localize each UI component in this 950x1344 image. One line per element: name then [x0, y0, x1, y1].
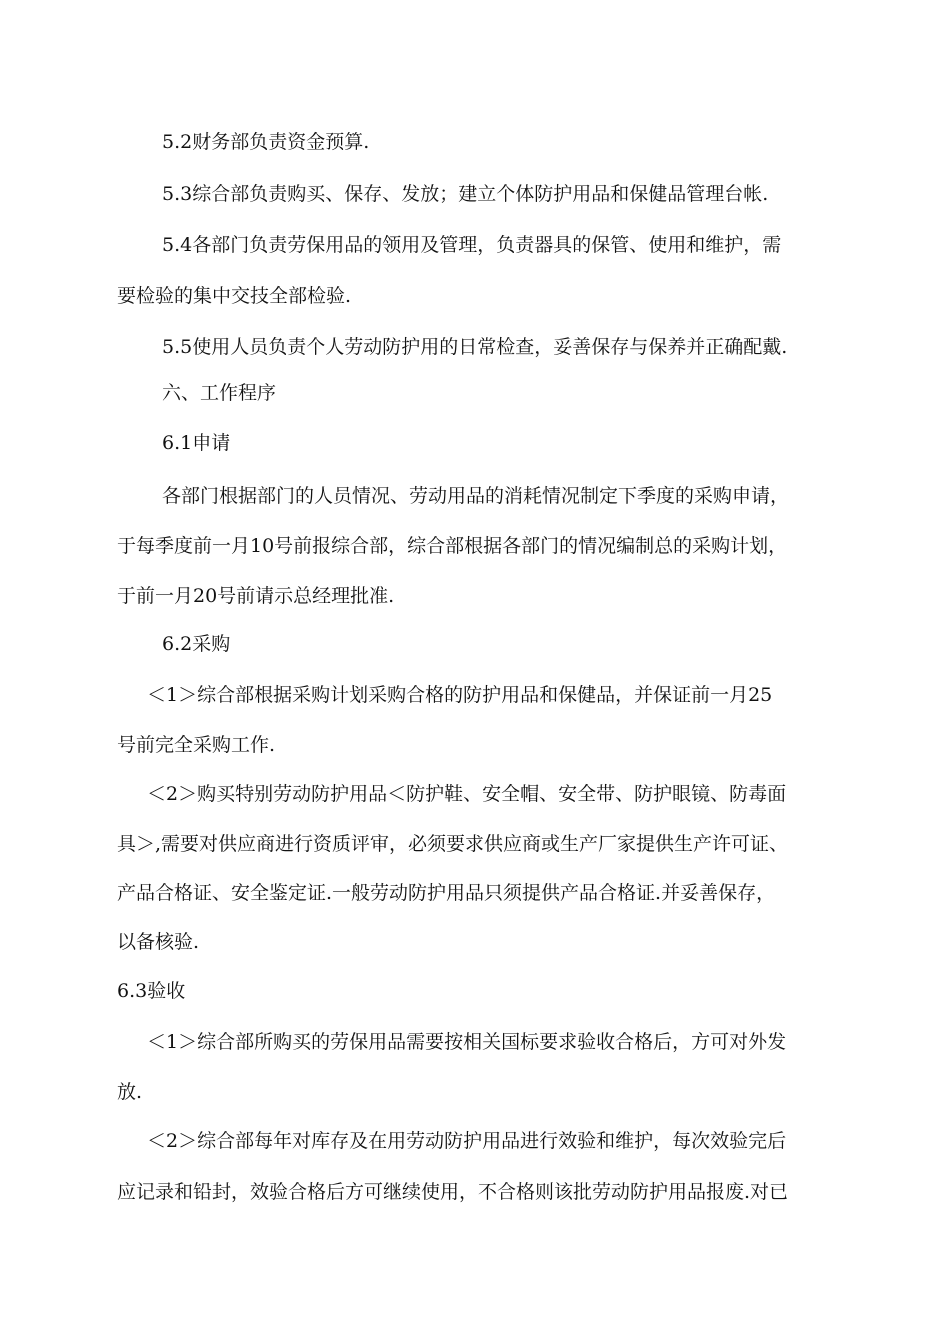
- paragraph-line: ＜2＞综合部每年对库存及在用劳动防护用品进行效验和维护，每次效验完后: [147, 1130, 787, 1152]
- paragraph-line: 号前完全采购工作.: [117, 734, 276, 756]
- subsection-heading: 6.2采购: [162, 633, 231, 655]
- subsection-heading: 6.1申请: [162, 432, 231, 454]
- paragraph-line: 产品合格证、安全鉴定证.一般劳动防护用品只须提供产品合格证.并妥善保存，: [117, 882, 776, 904]
- subsection-heading: 6.3验收: [117, 980, 186, 1002]
- paragraph-line: 各部门根据部门的人员情况、劳动用品的消耗情况制定下季度的采购申请，: [162, 485, 790, 507]
- paragraph-line: 5.2财务部负责资金预算.: [162, 131, 370, 153]
- paragraph-line: 要检验的集中交技全部检验.: [117, 285, 352, 307]
- paragraph-line: 应记录和铅封，效验合格后方可继续使用，不合格则该批劳动防护用品报废.对已: [117, 1181, 789, 1203]
- paragraph-line: 于前一月20号前请示总经理批准.: [117, 585, 395, 607]
- paragraph-line: ＜2＞购买特别劳动防护用品＜防护鞋、安全帽、安全带、防护眼镜、防毒面: [147, 783, 787, 805]
- paragraph-line: 5.4各部门负责劳保用品的领用及管理，负责器具的保管、使用和维护，需: [162, 234, 782, 256]
- paragraph-line: 以备核验.: [117, 931, 200, 953]
- paragraph-line: 放.: [117, 1081, 143, 1103]
- section-heading: 六、工作程序: [162, 382, 277, 404]
- paragraph-line: ＜1＞综合部所购买的劳保用品需要按相关国标要求验收合格后，方可对外发: [147, 1031, 787, 1053]
- paragraph-line: 5.3综合部负责购买、保存、发放；建立个体防护用品和保健品管理台帐.: [162, 183, 769, 205]
- paragraph-line: ＜1＞综合部根据采购计划采购合格的防护用品和保健品，并保证前一月25: [147, 684, 773, 706]
- paragraph-line: 具＞,需要对供应商进行资质评审，必须要求供应商或生产厂家提供生产许可证、: [117, 833, 789, 855]
- paragraph-line: 5.5使用人员负责个人劳动防护用的日常检查，妥善保存与保养并正确配戴.: [162, 336, 788, 358]
- paragraph-line: 于每季度前一月10号前报综合部，综合部根据各部门的情况编制总的采购计划，: [117, 535, 788, 557]
